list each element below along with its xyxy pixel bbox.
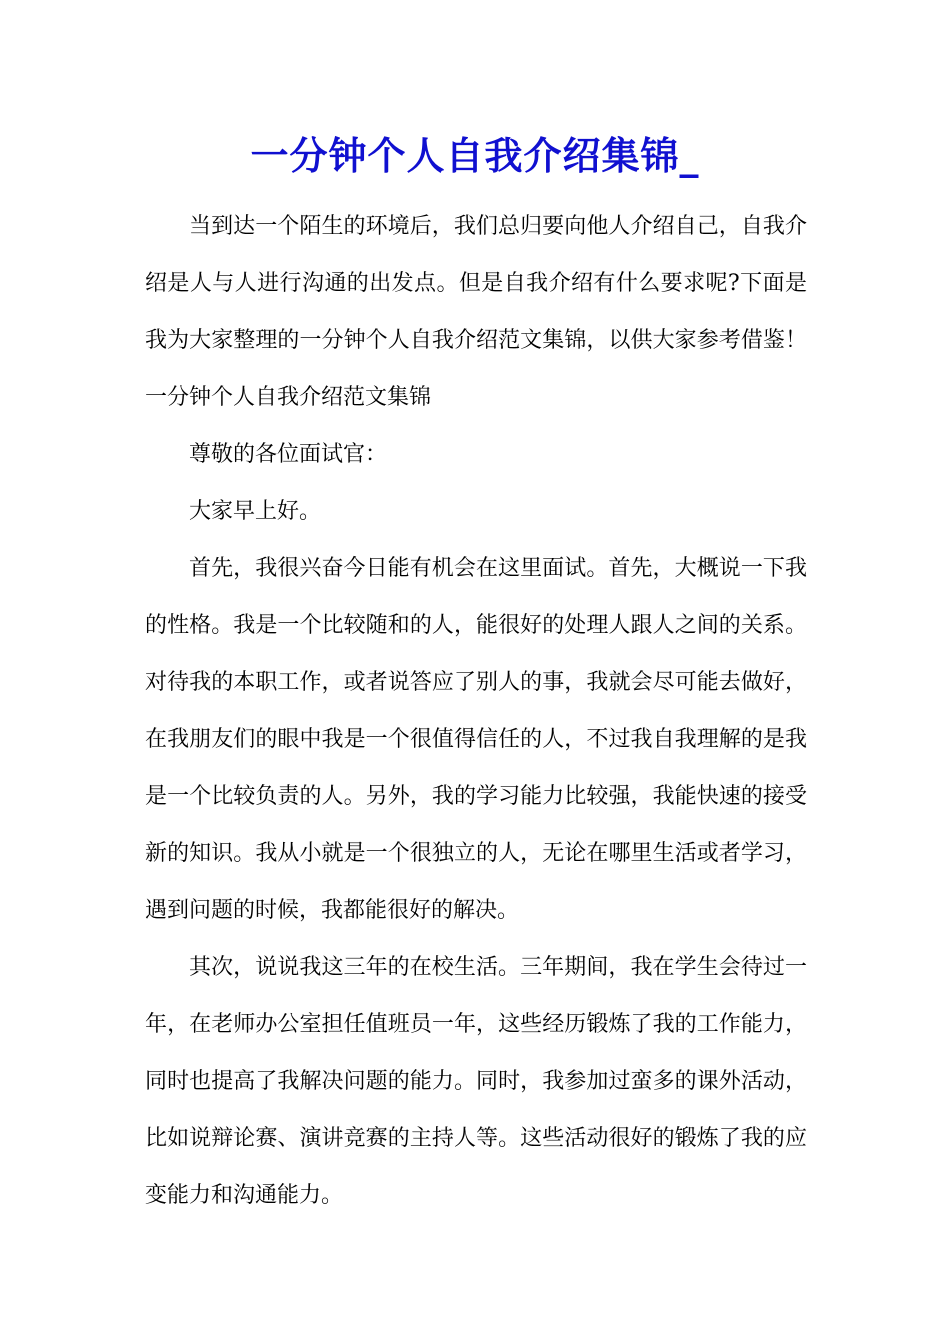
- document-body: [145, 198, 807, 1224]
- paragraph-salutation: 尊敬的各位面试官：: [189, 442, 388, 467]
- document-title: 一分钟个人自我介绍集锦_: [250, 133, 700, 178]
- paragraph-intro: 当到达一个陌生的环境后，我们总归要向他人介绍自己，自我介绍是人与人进行沟通的出发点。但是自我介绍有什么要求呢?下面是我为大家整理的一分钟个人自我介绍范文集锦，以供大家参考借鉴！一分钟个人自我介绍范文集锦: [145, 214, 807, 410]
- paragraph-campus-life: 其次，说说我这三年的在校生活。三年期间，我在学生会待过一年，在老师办公室担任值班员一年，这些经历锻炼了我的工作能力，同时也提高了我解决问题的能力。同时，我参加过蛮多的课外活动，比如说辩论赛、演讲竞赛的主持人等。这些活动很好的锻炼了我的应变能力和沟通能力。: [145, 955, 807, 1208]
- paragraph-personality: 首先，我很兴奋今日能有机会在这里面试。首先，大概说一下我的性格。我是一个比较随和的人，能很好的处理人跟人之间的关系。对待我的本职工作，或者说答应了别人的事，我就会尽可能去做好，在我朋友们的眼中我是一个很值得信任的人，不过我自我理解的是我是一个比较负责的人。另外，我的学习能力比较强，我能快速的接受新的知识。我从小就是一个很独立的人，无论在哪里生活或者学习，遇到问题的时候，我都能很好的解决。: [145, 556, 807, 923]
- paragraph-greeting: 大家早上好。: [189, 499, 322, 524]
